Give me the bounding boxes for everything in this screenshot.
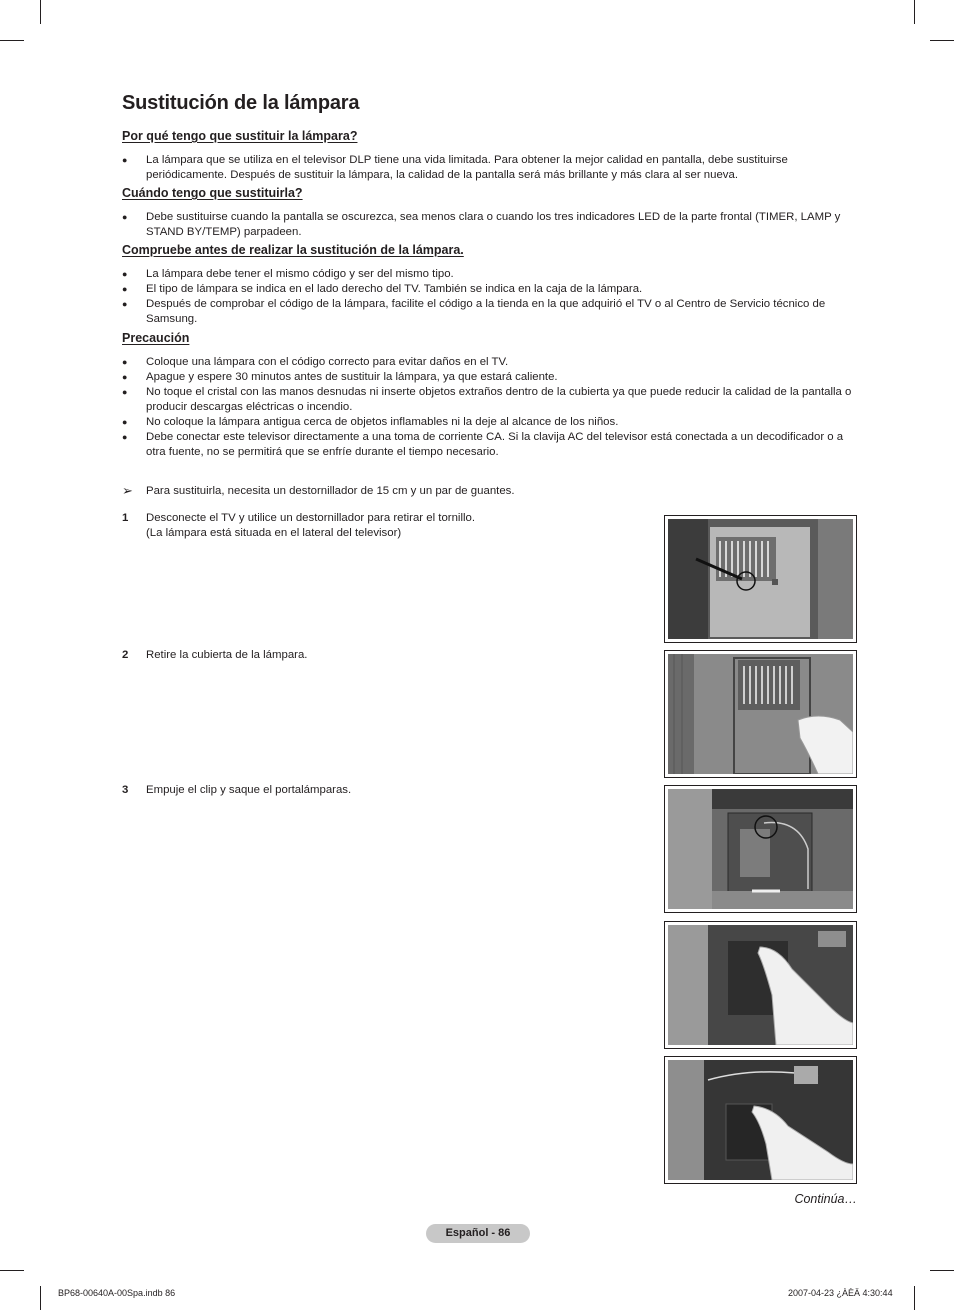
- bullet-list-check: [122, 267, 860, 327]
- list-item: ● Después de comprobar el código de la lámpara, facilite el código a la tienda en la que adquirió el TV o al Centro de Servicio técnico de Samsung.: [122, 297, 860, 327]
- section-heading-caution: Precaución: [122, 331, 190, 345]
- crop-mark: [914, 1286, 915, 1310]
- list-item: ● No coloque la lámpara antigua cerca de objetos inflamables ni la deje al alcance de los niños.: [122, 415, 860, 430]
- footer-timestamp: 2007-04-23 ¿ÀÈÄ 4:30:44: [788, 1288, 893, 1298]
- list-item: ● Debe conectar este televisor directamente a una toma de corriente CA. Si la clavija AC del televisor está conectada a un decodificador o a otra fuente, no se permitirá que se enfríe durante el tiempo necesario.: [122, 430, 860, 460]
- page-number-badge: Español - 86: [426, 1224, 530, 1243]
- arrow-note-icon: ➢: [122, 483, 133, 498]
- step-text: Empuje el clip y saque el portalámparas.: [146, 784, 352, 796]
- lamp-cover-removal-photo-icon: [664, 650, 857, 778]
- continue-label: Continúa…: [794, 1192, 857, 1206]
- section-heading-when: Cuándo tengo que sustituirla?: [122, 186, 303, 200]
- list-item: ● Debe sustituirse cuando la pantalla se oscurezca, sea menos clara o cuando los tres indicadores LED de la parte frontal (TIMER, LAMP y STAND BY/TEMP) parpadeen.: [122, 210, 860, 240]
- section-heading-why: Por qué tengo que sustituir la lámpara?: [122, 129, 358, 143]
- step-text: Retire la cubierta de la lámpara.: [146, 649, 308, 661]
- list-item: ● No toque el cristal con las manos desnudas ni inserte objetos extraños dentro de la cubierta ya que puede reducir la calidad de la pantalla o producir descargas eléctricas o incendio.: [122, 385, 860, 415]
- list-item: ● El tipo de lámpara se indica en el lado derecho del TV. También se indica en la caja de la lámpara.: [122, 282, 860, 297]
- list-item: ● Coloque una lámpara con el código correcto para evitar daños en el TV.: [122, 355, 860, 370]
- footer-file: BP68-00640A-00Spa.indb 86: [58, 1288, 176, 1298]
- crop-mark: [930, 1270, 954, 1271]
- note-text: Para sustituirla, necesita un destornillador de 15 cm y un par de guantes.: [146, 485, 515, 497]
- crop-mark: [40, 0, 41, 24]
- step-number: 1: [122, 512, 129, 524]
- crop-mark: [0, 1270, 24, 1271]
- crop-mark: [0, 40, 24, 41]
- push-clip-hand-photo-icon: [664, 921, 857, 1049]
- step-number: 3: [122, 784, 129, 796]
- list-item: ● La lámpara que se utiliza en el televisor DLP tiene una vida limitada. Para obtener la mejor calidad en pantalla, debe sustituirse periódicamente. Después de sustituir la lámpara, la calidad de la pantalla será más brillante y más clara al ser nueva.: [122, 153, 860, 183]
- pull-lamp-holder-photo-icon: [664, 1056, 857, 1184]
- step-3: [122, 783, 351, 798]
- crop-mark: [930, 40, 954, 41]
- lamp-clip-photo-icon: [664, 785, 857, 913]
- tools-note: [122, 484, 515, 499]
- crop-mark: [40, 1286, 41, 1310]
- step-number: 2: [122, 649, 129, 661]
- bullet-list-why: [122, 153, 860, 183]
- page-title: Sustitución de la lámpara: [122, 92, 360, 114]
- crop-mark: [914, 0, 915, 24]
- section-heading-check: Compruebe antes de realizar la sustitución de la lámpara.: [122, 243, 464, 257]
- bullet-list-caution: [122, 355, 860, 460]
- step-2: [122, 648, 307, 663]
- step-1: [122, 511, 475, 541]
- lamp-cover-screw-photo-icon: [664, 515, 857, 643]
- bullet-list-when: [122, 210, 860, 240]
- list-item: ● La lámpara debe tener el mismo código y ser del mismo tipo.: [122, 267, 860, 282]
- step-text: (La lámpara está situada en el lateral del televisor): [146, 527, 402, 539]
- step-text: Desconecte el TV y utilice un destornillador para retirar el tornillo.: [146, 512, 476, 524]
- list-item: ● Apague y espere 30 minutos antes de sustituir la lámpara, ya que estará caliente.: [122, 370, 860, 385]
